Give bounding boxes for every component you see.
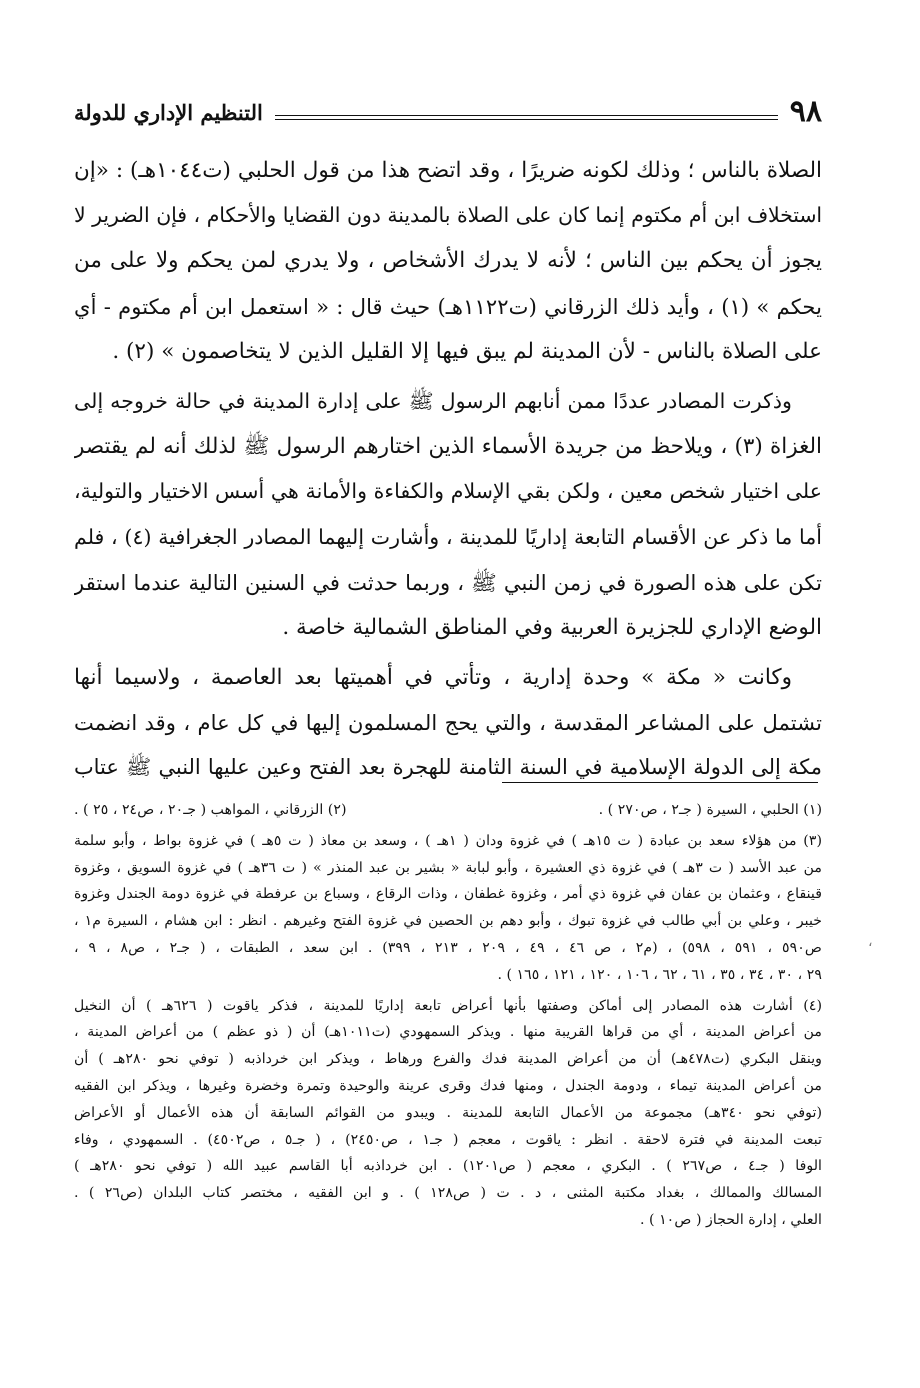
- text-line: الغزاة (٣) ، ويلاحظ من جريدة الأسماء الذين اختارهم الرسول ﷺ لذلك أنه لم يقتصر: [74, 434, 822, 460]
- body-text: [74, 148, 822, 791]
- text-line: يحكم » (١) ، وأيد ذلك الزرقاني (ت١١٢٢هـ) حيث قال : « استعمل ابن أم مكتوم - أي: [74, 293, 822, 319]
- footnote-2: (٢) الزرقاني ، المواهب ( جـ٢٠ ، ص٢٤ ، ٢٥ ) .: [74, 802, 347, 818]
- footnote-line: العلي ، إدارة الحجاز ( ص١٠ ) .: [639, 1211, 822, 1228]
- text-line: وكانت « مكة » وحدة إدارية ، وتأتي في أهميتها بعد العاصمة ، ولاسيما أنها: [74, 665, 792, 691]
- text-line: الوضع الإداري للجزيرة العربية وفي المناطق الشمالية خاصة .: [282, 614, 822, 640]
- footnote-1: (١) الحلبي ، السيرة ( جـ٢ ، ص٢٧٠ ) .: [598, 802, 822, 818]
- footnote-line: خيبر ، وعلي بن أبي طالب في غزوة تبوك ، وأبو دهم بن الحصين في غزوة الفتح وغيرهم . انظر : ابن هشام ، السيرة م١ ،: [74, 913, 822, 930]
- footnote-line: المسالك والممالك ، بغداد مكتبة المثنى ، د . ت ( ص١٢٨ ) . و ابن الفقيه ، مختصر كتاب البلدان (ص٢٦ ) .: [74, 1185, 822, 1202]
- page-header: [74, 94, 822, 128]
- footnote-3: [74, 828, 822, 989]
- footnote-line: وينقل البكري (ت٤٧٨هـ) أن من أعراض المدينة فدك والفرع ورهاط ، ويذكر ابن خرداذبه ( توفي نحو ٢٨٠هـ ) أن: [74, 1051, 822, 1068]
- text-line: وذكرت المصادر عددًا ممن أنابهم الرسول ﷺ على إدارة المدينة في حالة خروجه إلى: [74, 388, 792, 413]
- text-line: أما ما ذكر عن الأقسام التابعة إداريًا للمدينة ، وأشارت إليهما المصادر الجغرافية (٤) ، فلم: [74, 524, 822, 549]
- text-line: يجوز أن يحكم بين الناس ؛ لأنه لا يدرك الأشخاص ، ولا يدري لمن يحكم ولا على من: [74, 248, 822, 274]
- text-line: الصلاة بالناس ؛ وذلك لكونه ضريرًا ، وقد اتضح هذا من قول الحلبي (ت١٠٤٤هـ) : «إن: [74, 158, 822, 183]
- text-line: استخلاف ابن أم مكتوم إنما كان على الصلاة بالمدينة دون القضايا والأحكام ، فإن الضرير لا: [74, 203, 822, 228]
- running-title: التنظيم الإداري للدولة: [74, 100, 263, 125]
- page-number: ٩٨: [789, 94, 822, 129]
- footnote-line: الوفا ( جـ٤ ، ص٢٦٧ ) . البكري ، معجم ( ص١٢٠١) . ابن خرداذبه أبا القاسم عبيد الله ( توفي نحو ٢٨٠هـ ): [74, 1158, 822, 1175]
- footnote-separator: [502, 782, 818, 783]
- footnote-line: (٣) من هؤلاء سعد بن عبادة ( ت ١٥هـ ) في غزوة ودان ( ١هـ ) ، وسعد بن معاذ ( ت ٥هـ ) في غزوة بواط ، وأبو سلمة: [74, 832, 822, 849]
- footnote-line: ص٥٩٠ ، ٥٩١ ، ٥٩٨) ، (م٢ ، ص ٤٦ ، ٤٩ ، ٢٠٩ ، ٢١٣ ، ٣٩٩) . ابن سعد ، الطبقات ، ( جـ٢ ، ص٨ ، ٩ ،: [74, 939, 822, 956]
- footnote-line: ٢٩ ، ٣٠ ، ٣٤ ، ٣٥ ، ٦١ ، ٦٢ ، ١٠٦ ، ١٢٠ ، ١٢١ ، ١٦٥ ) .: [497, 966, 822, 983]
- footnote-line: قينقاع ، وعثمان بن عفان في غزوة ذي أمر ، وغزوة غطفان ، وذات الرقاع ، وسباع بن عرفطة في غزوة دومة الجندل وغزوة: [74, 886, 822, 903]
- paragraph: [74, 379, 822, 650]
- footnote-line: (توفي نحو ٣٤٠هـ) مجموعة من الأعمال التابعة للمدينة . ويبدو من القوائم السابقة أن هذه الأعمال أو الأعراض: [74, 1104, 822, 1121]
- footnote-line: (٤) أشارت هذه المصادر إلى أماكن وصفتها بأنها أعراض تابعة إداريًا للمدينة ، فذكر ياقوت ( ٦٢٦هـ ) أن النخيل: [74, 997, 822, 1014]
- text-line: مكة إلى الدولة الإسلامية في السنة الثامنة للهجرة بعد الفتح وعين عليها النبي ﷺ عتاب: [74, 755, 822, 780]
- text-line: على الصلاة بالناس - لأن المدينة لم يبق فيها إلا القليل الذين لا يتخاصمون » (٢) .: [112, 338, 822, 364]
- footnotes: [74, 797, 822, 1234]
- text-line: على اختيار شخص معين ، ولكن بقي الإسلام والكفاءة والأمانة هي أسس الاختيار والتولية،: [74, 479, 822, 504]
- text-line: تشتمل على المشاعر المقدسة ، والتي يحج المسلمون إليها في كل عام ، وقد انضمت: [74, 710, 822, 736]
- paragraph: [74, 148, 822, 374]
- footnote-line: من أعراض المدينة ، أي من قراها القريبة منها . ويذكر السمهودي (ت١٠١١هـ) أن ( ذو عظم ) من أعراض المدينة ،: [74, 1024, 822, 1041]
- footnote-4: [74, 993, 822, 1234]
- footnote-line: من عبد الأسد ( ت ٣هـ ) في غزوة ذي العشيرة ، وأبو لبابة « بشير بن عبد المنذر » ( ت ٣٦هـ ) في غزوة السويق ، وغزوة: [74, 859, 822, 876]
- text-line: تكن على هذه الصورة في زمن النبي ﷺ ، وربما حدثت في السنين التالية عندما استقر: [74, 569, 822, 595]
- footnote-line: من أعراض المدينة تيماء ، ودومة الجندل ، ومنها فدك وقرى عرينة والوحيدة وتمرة وخضرة وغيرها ، ويذكر ابن الفقيه: [74, 1077, 822, 1094]
- footnote-row: [74, 797, 822, 824]
- footnote-line: تبعت المدينة في فترة لاحقة . انظر : ياقوت ، معجم ( جـ١ ، ص٢٤٥٠) ، ( جـ٥ ، ص٤٥٠٢) . السمهودي ، وفاء: [74, 1131, 822, 1148]
- paragraph: [74, 655, 822, 791]
- margin-mark: ،: [868, 934, 873, 950]
- header-rule: [275, 115, 778, 120]
